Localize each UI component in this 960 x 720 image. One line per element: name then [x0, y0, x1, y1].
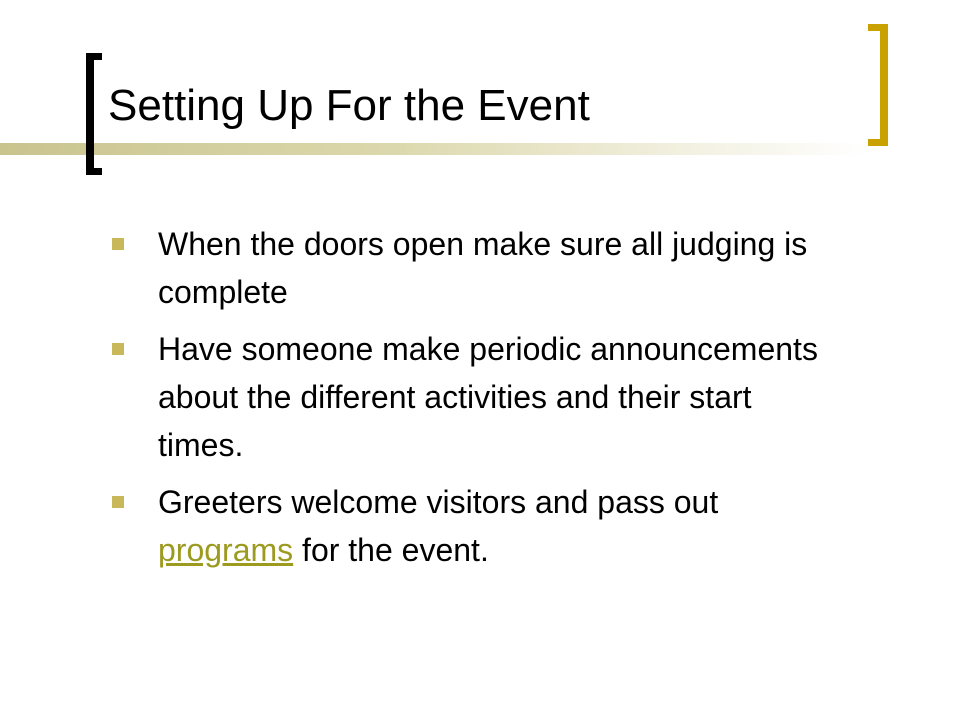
bullet-item	[112, 220, 842, 316]
right-bracket-decoration	[868, 24, 888, 146]
left-bracket-decoration	[86, 53, 102, 175]
bullet-text: Have someone make periodic announcements about the different activities and their start times.	[158, 331, 818, 463]
bullet-square-icon	[112, 343, 124, 355]
bullet-text-after-link: for the event.	[293, 532, 489, 568]
bullet-list	[112, 220, 842, 583]
bullet-item	[112, 325, 842, 469]
title-rule	[0, 143, 870, 155]
bullet-item	[112, 478, 842, 574]
programs-link[interactable]: programs	[158, 532, 294, 568]
bullet-square-icon	[112, 238, 124, 250]
slide-title: Setting Up For the Event	[108, 81, 590, 130]
bullet-text-before-link: Greeters welcome visitors and pass out	[158, 484, 719, 520]
bullet-square-icon	[112, 496, 124, 508]
bullet-text: When the doors open make sure all judging is complete	[158, 226, 808, 310]
